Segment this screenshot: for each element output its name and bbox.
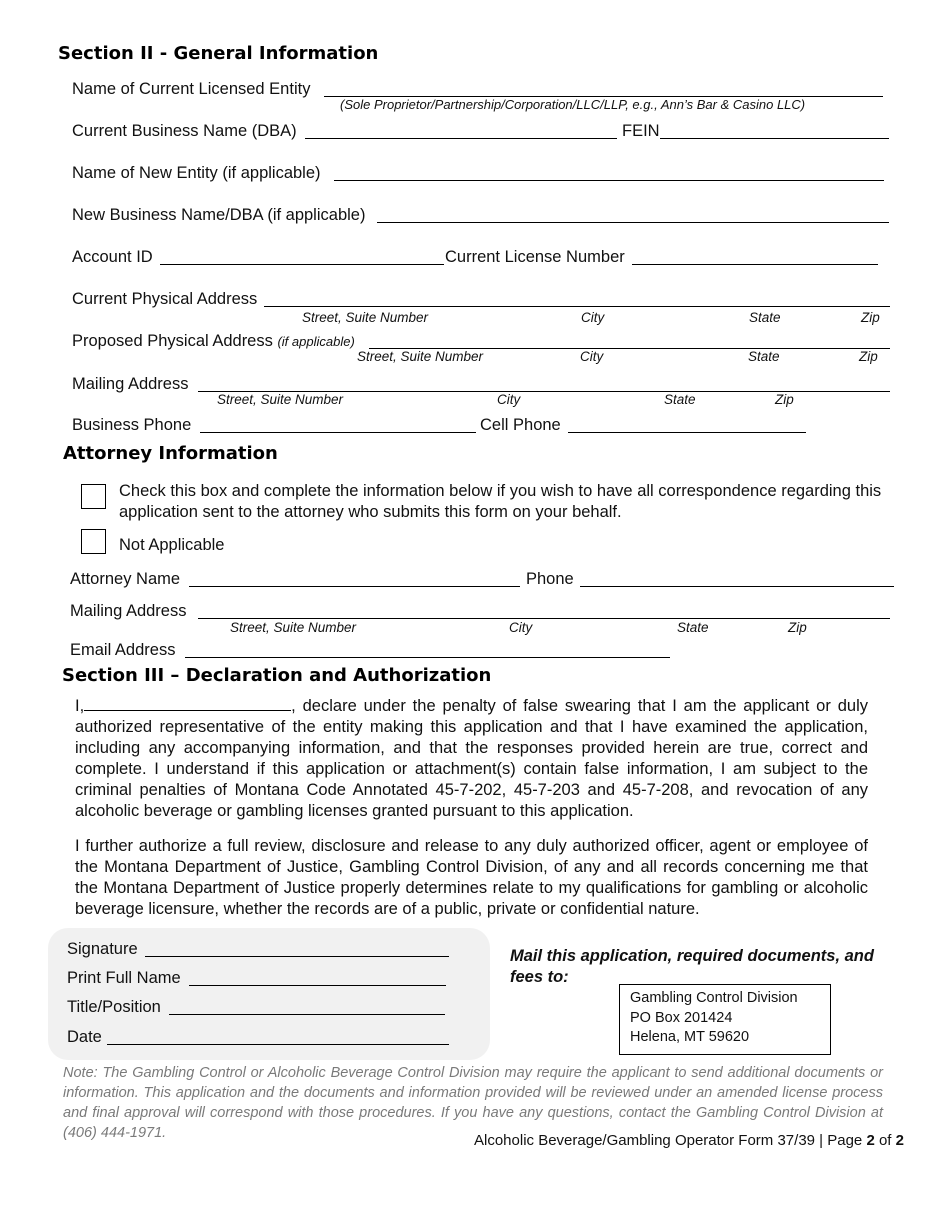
dba-field[interactable] [305, 138, 617, 139]
section-ii-heading: Section II - General Information [58, 43, 379, 64]
proposed-address-state-hint: State [748, 349, 780, 364]
current-entity-hint: (Sole Proprietor/Partnership/Corporation/LLC/LLP, e.g., Ann’s Bar & Casino LLC) [340, 97, 806, 112]
attorney-mailing-field[interactable] [198, 618, 890, 619]
current-address-city-hint: City [581, 310, 605, 325]
title-position-field[interactable] [169, 1014, 445, 1015]
declarant-name-field[interactable] [84, 696, 291, 711]
not-applicable-checkbox[interactable] [81, 529, 106, 554]
proposed-address-qualifier: (if applicable) [277, 334, 355, 349]
attorney-email-field[interactable] [185, 657, 670, 658]
proposed-address-label-text: Proposed Physical Address [72, 332, 273, 350]
address-line-2: PO Box 201424 [630, 1009, 733, 1026]
attorney-phone-label: Phone [526, 570, 574, 588]
fein-label: FEIN [622, 122, 660, 140]
attorney-street-hint: Street, Suite Number [230, 620, 357, 635]
declaration-text: , declare under the penalty of false swearing that I am the applicant or duly authorized representative of the entity making this application and that I have examined the application, including any accompanying information, and that the responses provided herein are true, correct and complete. I understand if this application or attachment(s) contain false information, I am subject to the criminal penalties of Montana Code Annotated 45-7-202, 45-7-203 and 45-7-208, and revocation of any alcoholic beverage or gambling licenses granted pursuant to this application. [75, 697, 868, 820]
footer-page-total: 2 [895, 1132, 904, 1149]
signature-label: Signature [67, 940, 138, 958]
print-name-label: Print Full Name [67, 969, 181, 987]
signature-field[interactable] [145, 956, 449, 957]
footer-page-current: 2 [866, 1132, 875, 1149]
new-entity-label: Name of New Entity (if applicable) [72, 164, 321, 182]
new-dba-field[interactable] [377, 222, 889, 223]
license-number-field[interactable] [632, 264, 878, 265]
mailing-address-zip-hint: Zip [775, 392, 794, 407]
footer-of: of [874, 1132, 896, 1149]
mail-instruction-line2: fees to: [510, 968, 569, 986]
attorney-zip-hint: Zip [788, 620, 807, 635]
proposed-address-label [72, 331, 355, 352]
current-address-zip-hint: Zip [861, 310, 880, 325]
current-address-field[interactable] [264, 306, 890, 307]
business-phone-field[interactable] [200, 432, 476, 433]
address-line-1: Gambling Control Division [630, 990, 798, 1006]
account-id-field[interactable] [160, 264, 444, 265]
not-applicable-label: Not Applicable [119, 536, 225, 554]
business-phone-label: Business Phone [72, 416, 192, 434]
mailing-address-box [619, 984, 831, 1055]
section-iii-heading: Section III – Declaration and Authorization [62, 665, 492, 686]
cell-phone-field[interactable] [568, 432, 806, 433]
declaration-prefix: I, [75, 697, 85, 715]
dba-label: Current Business Name (DBA) [72, 122, 297, 140]
attorney-state-hint: State [677, 620, 709, 635]
new-dba-label: New Business Name/DBA (if applicable) [72, 206, 366, 224]
attorney-checkbox-text: Check this box and complete the information below if you wish to have all correspondence regarding this application sent to the attorney who submits this form on your behalf. [119, 482, 882, 521]
attorney-checkbox[interactable] [81, 484, 106, 509]
mailing-address-city-hint: City [497, 392, 521, 407]
print-name-field[interactable] [189, 985, 446, 986]
proposed-address-street-hint: Street, Suite Number [357, 349, 484, 364]
current-address-street-hint: Street, Suite Number [302, 310, 429, 325]
mailing-address-label: Mailing Address [72, 375, 189, 393]
cell-phone-label: Cell Phone [480, 416, 561, 434]
address-line-3: Helena, MT 59620 [630, 1029, 750, 1045]
mail-instruction [510, 946, 874, 988]
authorization-paragraph: I further authorize a full review, disclosure and release to any duly authorized officer, agent or employee of the Montana Department of Justice, Gambling Control Division, of any and all records concerning me that the Montana Department of Justice properly determines relate to my qualifications for gambling or alcoholic beverage licensure, whether the records are of a public, private or confidential nature. [75, 837, 868, 918]
current-address-label: Current Physical Address [72, 290, 258, 308]
current-entity-label: Name of Current Licensed Entity [72, 80, 311, 98]
account-id-label: Account ID [72, 248, 153, 266]
mailing-address-street-hint: Street, Suite Number [217, 392, 344, 407]
attorney-phone-field[interactable] [580, 586, 894, 587]
date-field[interactable] [107, 1044, 449, 1045]
attorney-heading: Attorney Information [63, 443, 278, 464]
attorney-name-label: Attorney Name [70, 570, 181, 588]
current-address-state-hint: State [749, 310, 781, 325]
proposed-address-city-hint: City [580, 349, 604, 364]
attorney-email-label: Email Address [70, 641, 176, 659]
attorney-mailing-label: Mailing Address [70, 602, 187, 620]
proposed-address-zip-hint: Zip [859, 349, 878, 364]
date-label: Date [67, 1028, 102, 1046]
note-text: Note: The Gambling Control or Alcoholic Beverage Control Division may require the applicant to send additional documents or information. This application and the documents and information provided will be reviewed under an amended license process and final approval will correspond with those procedures. If you have any questions, contact the Gambling Control Division at (406) 444-1971. [63, 1065, 883, 1141]
page-footer [474, 1132, 904, 1149]
mail-instruction-line1: Mail this application, required documents, and [510, 947, 874, 965]
new-entity-field[interactable] [334, 180, 884, 181]
attorney-name-field[interactable] [189, 586, 520, 587]
title-position-label: Title/Position [67, 998, 161, 1016]
attorney-city-hint: City [509, 620, 533, 635]
license-number-label: Current License Number [445, 248, 625, 266]
fein-field[interactable] [660, 138, 889, 139]
declaration-paragraph [75, 696, 868, 822]
footer-form-name: Alcoholic Beverage/Gambling Operator Form 37/39 | Page [474, 1132, 867, 1149]
mailing-address-state-hint: State [664, 392, 696, 407]
